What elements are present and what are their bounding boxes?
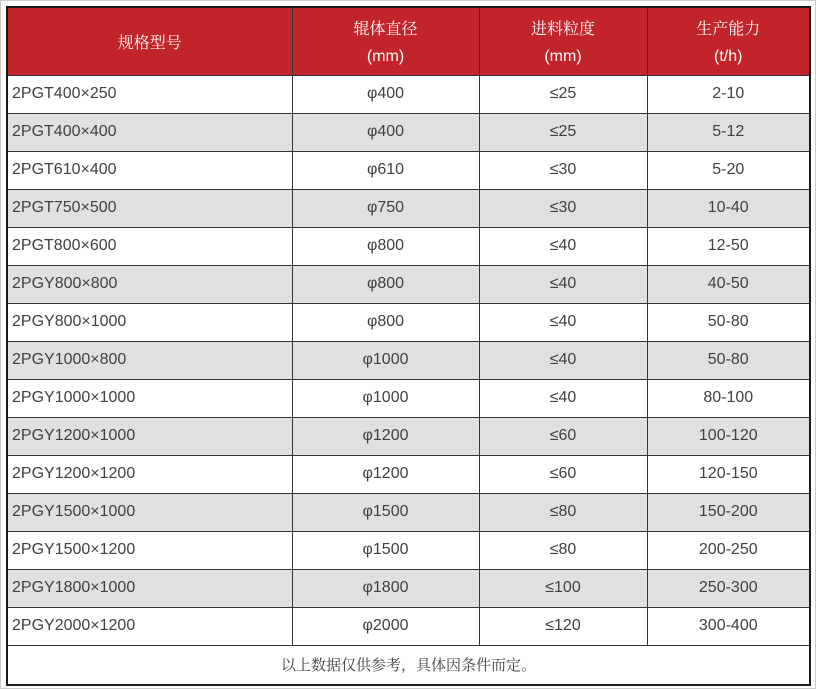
header-unit: (mm)	[366, 48, 405, 66]
cell-value: 40-50	[647, 265, 810, 303]
cell-value: φ1000	[292, 341, 479, 379]
cell-value: ≤40	[479, 265, 647, 303]
cell-value: ≤40	[479, 341, 647, 379]
cell-value: 80-100	[647, 379, 810, 417]
table-row	[7, 227, 810, 265]
cell-value: 250-300	[647, 569, 810, 607]
cell-value: φ1000	[292, 379, 479, 417]
cell-value: ≤60	[479, 417, 647, 455]
cell-value: ≤30	[479, 189, 647, 227]
cell-value: φ610	[292, 151, 479, 189]
table-row	[7, 151, 810, 189]
footer-note: 以上数据仅供参考，具体因条件而定。	[7, 645, 810, 685]
cell-value: 300-400	[647, 607, 810, 645]
cell-value: 2-10	[647, 75, 810, 113]
header-label: 进料粒度	[530, 21, 595, 39]
spec-table	[6, 6, 811, 686]
header-label: 生产能力	[696, 21, 761, 39]
header-row	[7, 7, 810, 75]
table-body	[7, 75, 810, 645]
header-cell-4	[647, 7, 810, 75]
cell-value: φ400	[292, 75, 479, 113]
cell-value: ≤120	[479, 607, 647, 645]
cell-value: φ800	[292, 227, 479, 265]
cell-model: 2PGT400×400	[7, 113, 292, 151]
header-cell-1	[7, 7, 292, 75]
cell-value: 200-250	[647, 531, 810, 569]
cell-value: φ800	[292, 303, 479, 341]
cell-value: φ1500	[292, 493, 479, 531]
cell-model: 2PGY800×1000	[7, 303, 292, 341]
cell-value: φ1500	[292, 531, 479, 569]
cell-value: ≤40	[479, 227, 647, 265]
header-unit: (t/h)	[714, 48, 743, 66]
cell-model: 2PGY1500×1200	[7, 531, 292, 569]
header-label: 规格型号	[117, 34, 182, 52]
table-row	[7, 303, 810, 341]
cell-value: 150-200	[647, 493, 810, 531]
cell-value: ≤25	[479, 113, 647, 151]
cell-model: 2PGT610×400	[7, 151, 292, 189]
table-row	[7, 265, 810, 303]
cell-value: φ400	[292, 113, 479, 151]
cell-value: ≤40	[479, 379, 647, 417]
cell-model: 2PGT800×600	[7, 227, 292, 265]
table-row	[7, 569, 810, 607]
cell-value: ≤60	[479, 455, 647, 493]
cell-value: 120-150	[647, 455, 810, 493]
cell-value: 5-12	[647, 113, 810, 151]
header-cell-2	[292, 7, 479, 75]
table-row	[7, 531, 810, 569]
cell-model: 2PGY1200×1000	[7, 417, 292, 455]
table-row	[7, 417, 810, 455]
cell-value: 10-40	[647, 189, 810, 227]
cell-value: 12-50	[647, 227, 810, 265]
cell-model: 2PGT750×500	[7, 189, 292, 227]
header-cell-3	[479, 7, 647, 75]
cell-model: 2PGY1000×1000	[7, 379, 292, 417]
cell-value: ≤25	[479, 75, 647, 113]
table-row	[7, 113, 810, 151]
cell-value: 50-80	[647, 303, 810, 341]
cell-model: 2PGY1000×800	[7, 341, 292, 379]
cell-value: ≤100	[479, 569, 647, 607]
cell-model: 2PGY1500×1000	[7, 493, 292, 531]
cell-value: φ2000	[292, 607, 479, 645]
table-row	[7, 75, 810, 113]
cell-value: 5-20	[647, 151, 810, 189]
cell-value: ≤80	[479, 493, 647, 531]
cell-value: 50-80	[647, 341, 810, 379]
table-row	[7, 493, 810, 531]
footer-row	[7, 645, 810, 685]
table-row	[7, 341, 810, 379]
cell-value: 100-120	[647, 417, 810, 455]
cell-model: 2PGY2000×1200	[7, 607, 292, 645]
cell-model: 2PGY800×800	[7, 265, 292, 303]
table-row	[7, 379, 810, 417]
header-unit: (mm)	[544, 48, 582, 66]
cell-value: φ800	[292, 265, 479, 303]
cell-value: ≤40	[479, 303, 647, 341]
table-header	[7, 7, 810, 75]
table-row	[7, 607, 810, 645]
table-row	[7, 455, 810, 493]
table-footer	[7, 645, 810, 685]
cell-value: φ1200	[292, 417, 479, 455]
cell-value: φ1200	[292, 455, 479, 493]
cell-value: φ1800	[292, 569, 479, 607]
cell-value: φ750	[292, 189, 479, 227]
cell-value: ≤30	[479, 151, 647, 189]
cell-model: 2PGY1800×1000	[7, 569, 292, 607]
cell-value: ≤80	[479, 531, 647, 569]
header-label: 辊体直径	[353, 21, 418, 39]
cell-model: 2PGT400×250	[7, 75, 292, 113]
table-row	[7, 189, 810, 227]
cell-model: 2PGY1200×1200	[7, 455, 292, 493]
